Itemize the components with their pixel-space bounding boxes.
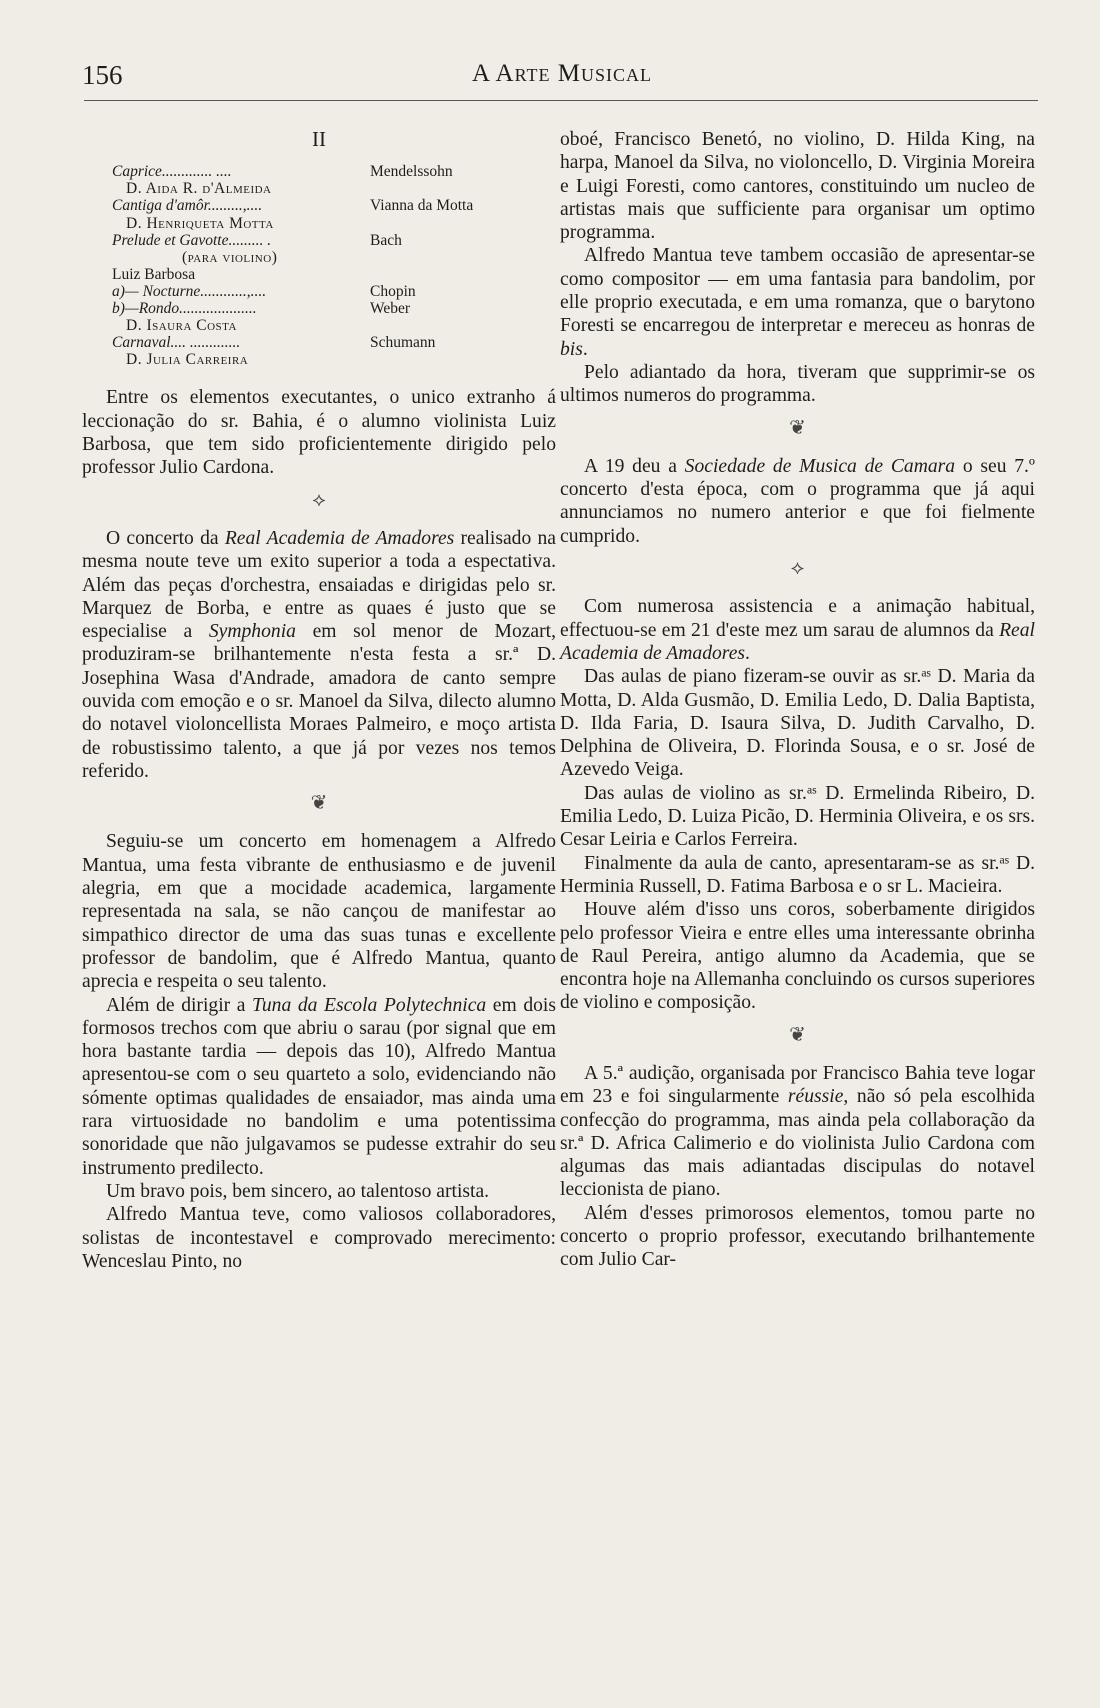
program-item [112,300,556,317]
text-run: Além d'esses primorosos elementos, tomou parte no concerto o proprio professor, executando brilhantemente com Julio Car- [560,1202,1035,1271]
program-composer: Schumann [370,334,436,352]
program-composer: Mendelssohn [370,163,453,181]
italic-text: Real Academia de Amadores [560,619,1035,664]
program-performer: D. Henriqueta Motta [126,214,274,232]
paragraph [560,898,1035,1014]
text-run: O concerto da [106,527,225,549]
header-rule [84,100,1038,101]
italic-text: Symphonia [208,621,296,643]
paragraph [560,1202,1035,1272]
program-piece: Caprice............. .... [112,163,232,181]
paragraph [560,852,1035,899]
paragraph [560,128,1035,244]
text-run: Seguiu-se um concerto em homenagem a Alfredo Mantua, uma festa vibrante de enthusiasmo e de juvenil alegria, em que a mocidade academica, largamente representada na sala, se não cançou de manifestar ao simpathico director de uma das suas tunas e excellente professor de bandolim, que é Alfredo Mantua, quanto aprecia e respeita o seu talento. [82,831,556,993]
program-note: (para violino) [182,248,278,266]
left-column-body [82,386,556,1273]
page-header [82,58,1042,98]
paragraph [82,1203,556,1273]
text-run: em dois formosos trechos com que abriu o sarau (por signal que em hora bastante tardia — depois das 10), Alfredo Mantua apresentou-se com o seu quarteto a solo, evidenciando não sómente optimas qualidades de ensaiador, mas ainda uma rara virtuosidade no bandolim e uma potentissima sonoridade que não julgavamos se pudesse extrahir do seu instrumento predilecto. [82,994,556,1179]
program-composer: Weber [370,300,411,318]
program-piece: b)—Rondo.................... [112,300,257,318]
program-item [112,283,556,300]
program-item [112,163,556,180]
paragraph [82,994,556,1180]
program-piece: Cantiga d'amôr.........,.... [112,197,263,215]
program-performer: Luiz Barbosa [112,265,196,283]
text-run: o seu 7.º concerto d'esta época, com o programma que já aqui annunciamos no numero anterior e que foi fielmente cumprido. [560,455,1036,547]
paragraph [82,1180,556,1203]
program-performer: D. Julia Carreira [126,351,249,369]
paragraph [560,665,1035,781]
text-run: Das aulas de violino as sr.ᵃˢ D. Ermelinda Ribeiro, D. Emilia Ledo, D. Luiza Picão, D. Herminia Oliveira, e os srs. Cesar Leiria e Carlos Ferreira. [560,782,1035,851]
paragraph [560,595,1035,665]
program-composer: Chopin [370,282,416,300]
running-title: A Arte Musical [472,60,652,87]
text-run: Com numerosa assistencia e a animação habitual, effectuou-se em 21 d'este mez um sarau de alumnos da [560,596,1035,641]
program-item [112,334,556,351]
paragraph [560,1062,1035,1202]
italic-text: Real Academia de Amadores [224,527,455,549]
program-piece: Prelude et Gavotte......... . [112,231,272,249]
text-run: A 5.ª audição, organisada por Francisco Bahia teve logar em 23 e foi singularmente [560,1062,1035,1108]
paragraph [560,244,1035,360]
text-run: Das aulas de piano fizeram-se ouvir as sr.ᵃˢ D. Maria da Motta, D. Alda Gusmão, D. Emilia Ledo, D. Dalia Baptista, D. Ilda Faria, D. Isaura Silva, D. Judith Carvalho, D. Delphina de Oliveira, D. Florinda Sousa, e o sr. José de Azevedo Veiga. [560,666,1035,781]
text-run: oboé, Francisco Benetó, no violino, D. Hilda King, na harpa, Manoel da Silva, no violoncello, D. Virginia Moreira e Luigi Foresti, como cantores, constituindo um nucleo de artistas mais que sufficiente para organisar um optimo programma. [560,129,1035,244]
paragraph [82,386,556,479]
page-number: 156 [82,60,123,90]
text-run: Alfredo Mantua teve, como valiosos collaboradores, solistas de incontestavel e comprovado merecimento: Wenceslau Pinto, no [82,1204,556,1272]
text-run: Pelo adiantado da hora, tiveram que supprimir-se os ultimos numeros do programma. [560,361,1035,407]
text-run: realisado na mesma noute teve um exito superior a toda a espectativa. Além das peças d'orchestra, ensaiadas e dirigidas pelo sr. Marquez de Borba, e entre as quaes é justo que se especialise a [82,527,556,643]
paragraph [560,455,1035,548]
program-composer: Vianna da Motta [370,197,474,215]
program-piece: Carnaval.... ............. [112,334,241,352]
text-run: Entre os elementos executantes, o unico extranho á leccionação do sr. Bahia, é o alumno violinista Luiz Barbosa, que tem sido proficientemente dirigido pelo professor Julio Cardona. [82,387,556,479]
ornament-icon: ❦ [789,416,806,439]
paragraph [82,830,556,993]
text-run: . [582,338,588,360]
text-run: Um bravo pois, bem sincero, ao talentoso artista. [106,1180,490,1202]
paragraph [560,782,1035,852]
program-item [112,232,556,249]
paragraph [560,361,1035,408]
ornament-icon: ❦ [789,1023,806,1046]
italic-text: Tuna da Escola Polytechnica [252,994,487,1016]
ornament-icon: ❦ [310,792,328,815]
program-piece: a)— Nocturne............,.... [112,282,267,300]
text-run: . [745,642,750,664]
right-column [560,128,1035,1272]
program-item [112,197,556,214]
text-run: , não só pela escolhida confecção do programma, mas ainda pela collaboração da sr.ª D. Africa Calimerio e do violinista Julio Cardona com algumas das mais adiantadas discipulas do notavel leccionista de piano. [560,1086,1035,1201]
paragraph [82,527,556,783]
text-run: Finalmente da aula de canto, apresentaram-se as sr.ᵃˢ D. Herminia Russell, D. Fatima Barbosa e o sr L. Macieira. [560,852,1035,897]
text-run: Houve além d'isso uns coros, soberbamente dirigidos pelo professor Vieira e entre elles uma interessante obrinha de Raul Pereira, antigo alumno da Academia, que se encontra hoje na Allemanha concluindo os cursos superiores de violino e composição. [560,899,1035,1014]
section-number: II [312,127,326,151]
italic-text: Sociedade de Musica de Camara [684,455,956,477]
text-run: Além de dirigir a [106,994,253,1016]
concert-program [112,163,556,368]
program-performer: D. Aida R. d'Almeida [126,180,272,198]
text-run: em sol menor de Mozart, produziram-se brilhantemente n'esta festa a sr.ª D. Josephina Wasa d'Andrade, amadora de canto sempre ouvida com emoção e o sr. Manoel da Silva, dilecto alumno do notavel violoncellista Moraes Palmeiro, e moço artista de robustissimo talento, a que já por vezes nos temos referido. [82,621,557,782]
ornament-icon: ⟡ [312,488,326,511]
text-run: A 19 deu a [584,455,685,477]
program-performer: D. Isaura Costa [126,317,237,335]
left-column [82,128,556,1273]
right-column-body [560,128,1035,1272]
ornament-icon: ⟡ [790,557,805,580]
text-run: Alfredo Mantua teve tambem occasião de apresentar-se como compositor — em uma fantasia para bandolim, por elle proprio executada, e em uma romanza, que o barytono Foresti se encarregou de interpretar e mereceu as honras de [560,245,1035,337]
italic-text: bis [560,338,583,360]
program-composer: Bach [370,231,402,249]
italic-text: réussie [787,1086,844,1108]
